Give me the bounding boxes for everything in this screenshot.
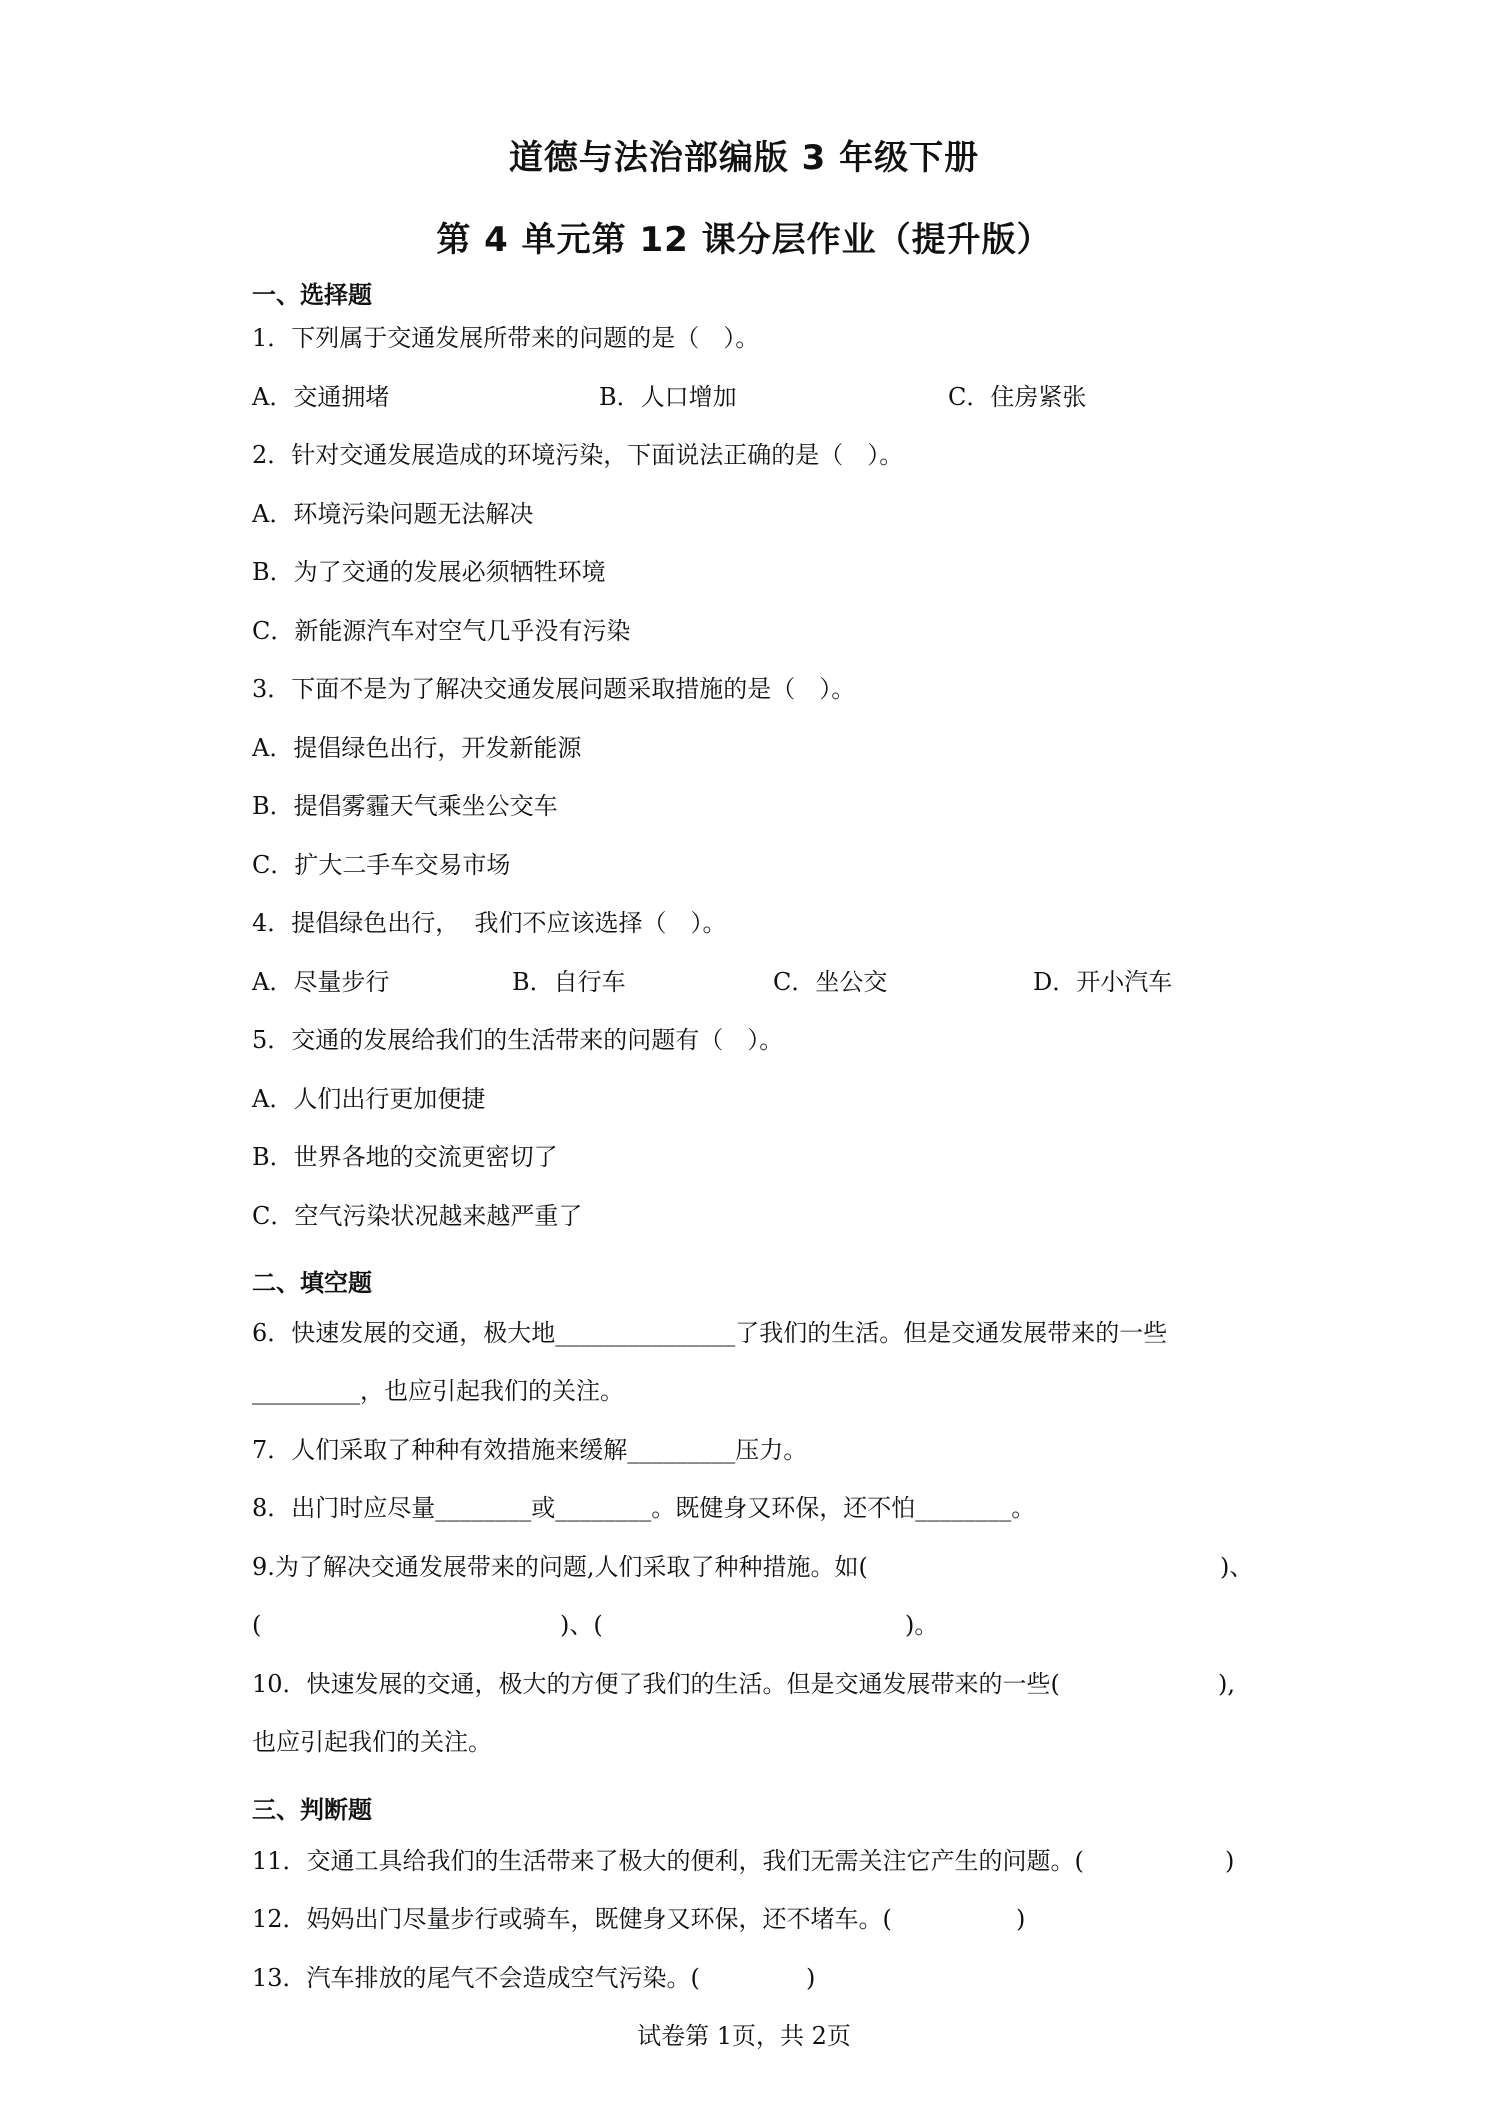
question-3-option-b: B．提倡雾霾天气乘坐公交车 <box>252 792 558 820</box>
question-4-option-d: D．开小汽车 <box>1033 968 1173 996</box>
question-5-option-c: C．空气污染状况越来越严重了 <box>252 1202 583 1230</box>
question-4-option-c: C．坐公交 <box>773 968 888 996</box>
page-footer: 试卷第 1页，共 2页 <box>637 2022 851 2050</box>
question-5-option-a: A．人们出行更加便捷 <box>252 1085 486 1113</box>
question-3-option-a: A．提倡绿色出行，开发新能源 <box>252 734 582 762</box>
question-9-line-2-end: )。 <box>905 1611 939 1639</box>
question-10-line-1-end: ), <box>1218 1670 1235 1698</box>
question-5-option-b: B．世界各地的交流更密切了 <box>252 1143 558 1171</box>
question-9-line-1: 9.为了解决交通发展带来的问题,人们采取了种种措施。如( <box>252 1553 868 1581</box>
question-5-stem: 5．交通的发展给我们的生活带来的问题有（ ）。 <box>252 1026 784 1054</box>
section-heading-fill-blank: 二、填空题 <box>252 1269 372 1297</box>
question-8-line: 8．出门时应尽量________或________。既健身又环保，还不怕________。 <box>252 1494 1036 1522</box>
question-13: 13．汽车排放的尾气不会造成空气污染。( <box>252 1964 700 1992</box>
question-2-option-c: C．新能源汽车对空气几乎没有污染 <box>252 617 631 645</box>
question-4-option-b: B．自行车 <box>512 968 626 996</box>
question-12-end: ) <box>1016 1905 1026 1933</box>
question-9-line-1-end: )、 <box>1220 1553 1254 1581</box>
question-12: 12．妈妈出门尽量步行或骑车，既健身又环保，还不堵车。( <box>252 1905 892 1933</box>
question-1-stem: 1．下列属于交通发展所带来的问题的是（ ）。 <box>252 324 760 352</box>
question-13-end: ) <box>806 1964 816 1992</box>
question-4-option-a: A．尽量步行 <box>252 968 390 996</box>
question-2-option-a: A．环境污染问题无法解决 <box>252 500 534 528</box>
question-6-line-2: _________，也应引起我们的关注。 <box>252 1377 624 1405</box>
question-10-line-2: 也应引起我们的关注。 <box>252 1728 492 1756</box>
section-heading-choice: 一、选择题 <box>252 281 372 309</box>
question-2-option-b: B．为了交通的发展必须牺牲环境 <box>252 558 606 586</box>
question-9-line-2-open: ( <box>252 1611 262 1639</box>
question-6-line-1: 6．快速发展的交通，极大地_______________了我们的生活。但是交通发展带来的一些 <box>252 1319 1168 1347</box>
question-10-line-1: 10．快速发展的交通，极大的方便了我们的生活。但是交通发展带来的一些( <box>252 1670 1060 1698</box>
page-title: 道德与法治部编版 3 年级下册 <box>508 138 980 178</box>
question-11: 11．交通工具给我们的生活带来了极大的便利，我们无需关注它产生的问题。( <box>252 1847 1084 1875</box>
question-1-option-a: A．交通拥堵 <box>252 383 390 411</box>
question-2-stem: 2．针对交通发展造成的环境污染，下面说法正确的是（ ）。 <box>252 441 904 469</box>
question-1-option-b: B．人口增加 <box>599 383 737 411</box>
section-heading-true-false: 三、判断题 <box>252 1796 372 1824</box>
question-3-stem: 3．下面不是为了解决交通发展问题采取措施的是（ ）。 <box>252 675 856 703</box>
question-9-line-2-middle: )、( <box>560 1611 603 1639</box>
question-4-stem: 4．提倡绿色出行， 我们不应该选择（ ）。 <box>252 909 727 937</box>
question-11-end: ) <box>1225 1847 1235 1875</box>
page-subtitle: 第 4 单元第 12 课分层作业（提升版） <box>436 220 1052 260</box>
question-1-option-c: C．住房紧张 <box>948 383 1087 411</box>
question-7-line: 7．人们采取了种种有效措施来缓解_________压力。 <box>252 1436 808 1464</box>
question-3-option-c: C．扩大二手车交易市场 <box>252 851 511 879</box>
